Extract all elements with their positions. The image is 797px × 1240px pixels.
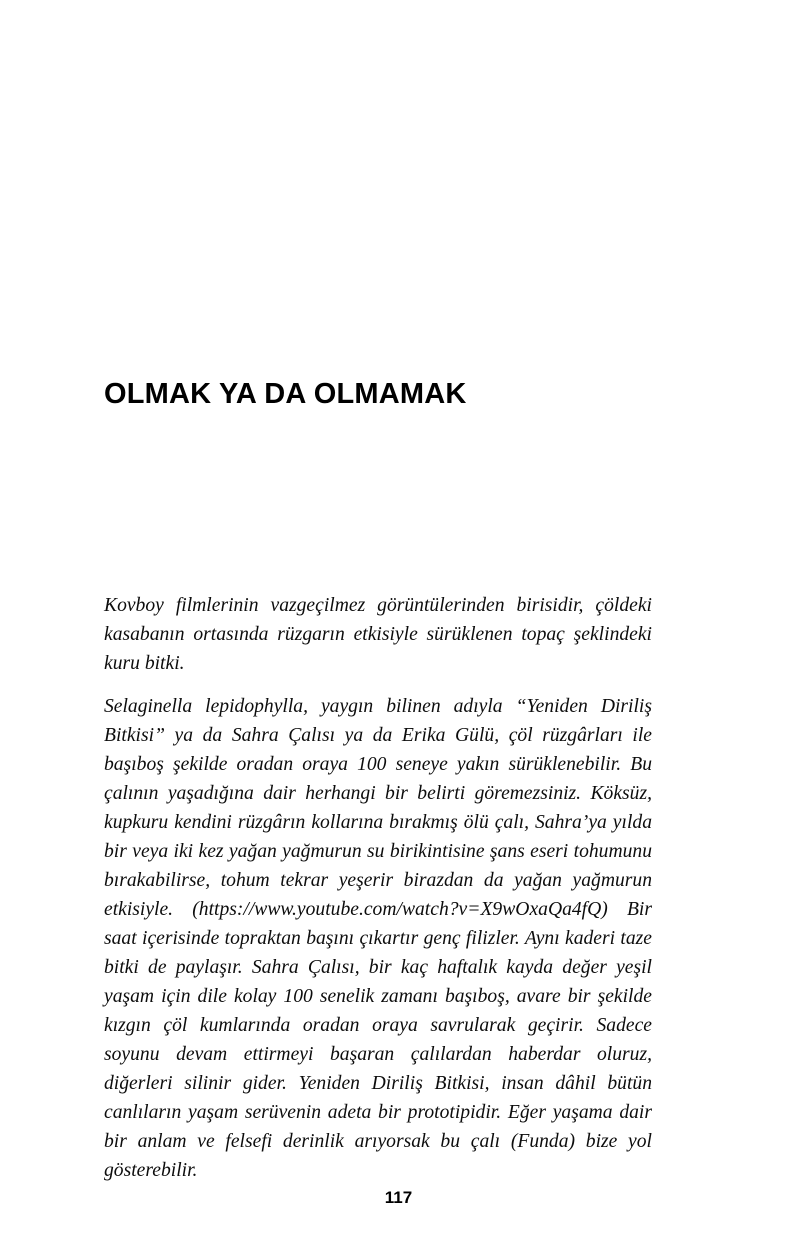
page-title: OLMAK YA DA OLMAMAK xyxy=(104,378,467,411)
paragraph: Kovboy filmlerinin vazgeçilmez görüntülerinden birisidir, çöldeki kasabanın ortasında rüzgarın etkisiyle sürüklenen topaç şeklindeki kuru bitki. xyxy=(104,595,652,674)
paragraph: Selaginella lepidophylla, yaygın bilinen adıyla “Yeniden Diriliş Bitkisi” ya da Sahra Çalısı ya da Erika Gülü, çöl rüzgârları ile başıboş şekilde oradan oraya 100 seneye yakın sürüklenebilir. Bu çalının yaşadığına dair herhangi bir belirti göremezsiniz. Köksüz, kupkuru kendini rüzgârın kollarına bırakmış ölü çalı, Sahra’ya yılda bir veya iki kez yağan yağmurun su birikintisine şans eseri tohumunu bırakabilirse, tohum tekrar yeşerir birazdan da yağan yağmurun etkisiyle. (https://www.youtube.com/watch?v=X9wOxaQa4fQ) Bir saat içerisinde topraktan başını çıkartır genç filizler. Aynı kaderi taze bitki de paylaşır. Sahra Çalısı, bir kaç haftalık kayda değer yeşil yaşam için dile kolay 100 senelik zamanı başıboş, avare bir şekilde kızgın çöl kumlarında oradan oraya savrularak geçirir. Sadece soyunu devam ettirmeyi başaran çalılardan haberdar oluruz, diğerleri silinir gider. Yeniden Diriliş Bitkisi, insan dâhil bütün canlıların yaşam serüvenin adeta bir prototipidir. Eğer yaşama dair bir anlam ve felsefi derinlik arıyorsak bu çalı (Funda) bize yol gösterebilir. xyxy=(104,695,652,1181)
body-text xyxy=(104,592,652,1186)
page-number: 117 xyxy=(384,1188,413,1207)
